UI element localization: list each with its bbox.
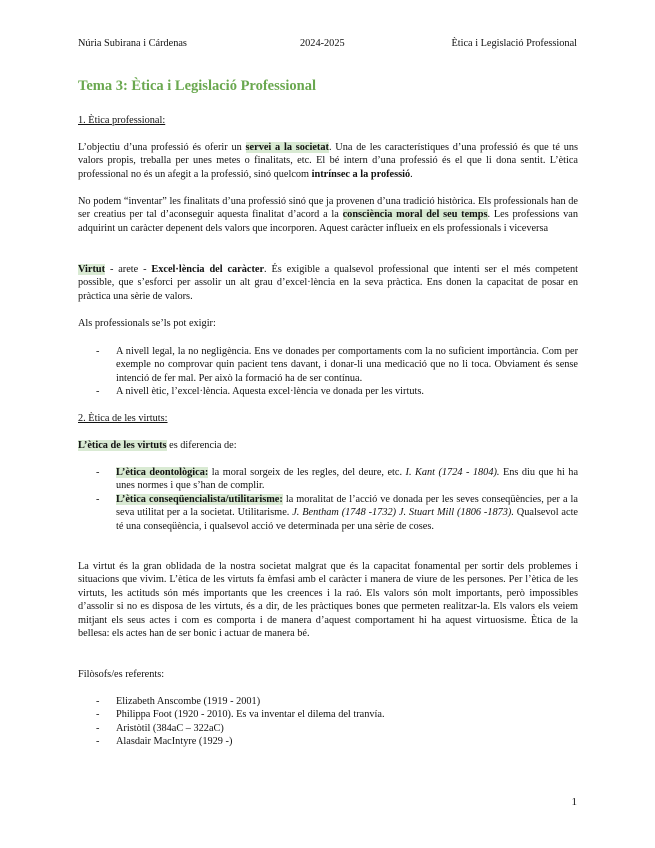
section-heading-2: 2. Ètica de les virtuts:	[78, 413, 168, 424]
paragraph-7: Filòsofs/es referents:	[78, 669, 165, 680]
list-item: - Elizabeth Anscombe (1919 - 2001)	[78, 695, 578, 708]
list-ethics-types	[78, 466, 578, 533]
highlight: L’ètica de les virtuts	[78, 440, 167, 451]
paragraph-1: L’objectiu d’una professió és oferir un servei a la societat. Una de les característiques d’una professió és que té uns valors propis, treballa per unes metes o finalitats, etc. El bé intern d’una professió és el que li dona sentit. L’ètica professional no és un afegit a la professió, sinó quelcom intrínsec a la professió.	[78, 142, 578, 180]
list-item: - Aristòtil (384aC – 322aC)	[78, 722, 578, 735]
header-author: Núria Subirana i Cárdenas	[78, 38, 187, 49]
highlight: Virtut	[78, 264, 106, 275]
paragraph-4: Als professionals se’ls pot exigir:	[78, 318, 216, 329]
list-item: - A nivell ètic, l’excel·lència. Aquesta excel·lència ve donada per les virtuts.	[78, 385, 578, 398]
list-item: - A nivell legal, la no negligència. Ens ve donades per comportaments com la no suficient importància. Com per exemple no comprovar quin pacient tens davant, i donar-li una medicació que no li toca. Obviament és sense intenció de fer mal. Per això la formació ha de ser contínua.	[78, 345, 578, 385]
page-number: 1	[571, 796, 577, 808]
list-item: - L’ètica conseqüencialista/utilitarisme: la moralitat de l’acció ve donada per les seves conseqüències, per a la seva utilitat per a la societat. Utilitarisme. J. Bentham (1748 -1732) J. Stuart Mill (1806 -1873). Qualsevol acte té una conseqüència, i qualsevol acció ve determinada per una sèrie de coses.	[78, 493, 578, 533]
header-year: 2024-2025	[300, 38, 345, 49]
list-philosophers	[78, 695, 578, 749]
highlight: consciència moral del seu temps	[342, 209, 488, 221]
list-item: - Alasdair MacIntyre (1929 -)	[78, 735, 578, 748]
paragraph-6: La virtut és la gran oblidada de la nostra societat malgrat que és la capacitat fonamental per sortir dels problemes i situacions que vivim. L’ètica de les virtuts fa èmfasi amb el caràcter i manera de viure de les persones. Per l’ètica de les virtuts, les actituds són més importants que les creences i la raó. Els valors són molt importants, però impossibles d’assolir si no es disposa de les virtuts, és a dir, de les pràctiques bones que permeten realitzar-la. Els valors els veiem mitjant els seus actes i com es comporta i de manera d’aquest comportament hi ha aquest virtuosisme. Ètica de la bellesa: els actes han de ser bonic i actuar de manera bé.	[78, 561, 578, 640]
list-item: - Philippa Foot (1920 - 2010). Es va inventar el dilema del tranvía.	[78, 708, 578, 721]
document-title: Tema 3: Ètica i Legislació Professional	[78, 78, 317, 94]
list-item: - L’ètica deontològica: la moral sorgeix de les regles, del deure, etc. I. Kant (1724 - 1804). Ens diu que hi ha unes normes i que s’han de complir.	[78, 466, 578, 493]
section-heading-1: 1. Ètica professional:	[78, 115, 166, 126]
highlight: servei a la societat	[245, 142, 329, 153]
paragraph-2: No podem “inventar” les finalitats d’una professió sinó que ja provenen d’una tradició històrica. Els professionals han de ser creatius per tal d’aconseguir aquesta finalitat d’acord a la consciència moral del seu temps. Les professions van adquirint un caràcter depenent dels valors que incorporen. Aquest caràcter influeix en els professionals i viceversa	[78, 196, 578, 234]
header-course: Ètica i Legislació Professional	[451, 38, 577, 49]
list-requirements	[78, 345, 578, 399]
paragraph-3: Virtut - arete - Excel·lència del caràcter. És exigible a qualsevol professional que intenti ser el més competent possible, que s’esforci per assolir un alt grau d’excel·lència en la seva pràctica. Ens donen la capacitat de posar en pràctica una sèrie de valors.	[78, 264, 579, 302]
paragraph-5: L’ètica de les virtuts es diferencia de:	[78, 440, 237, 451]
